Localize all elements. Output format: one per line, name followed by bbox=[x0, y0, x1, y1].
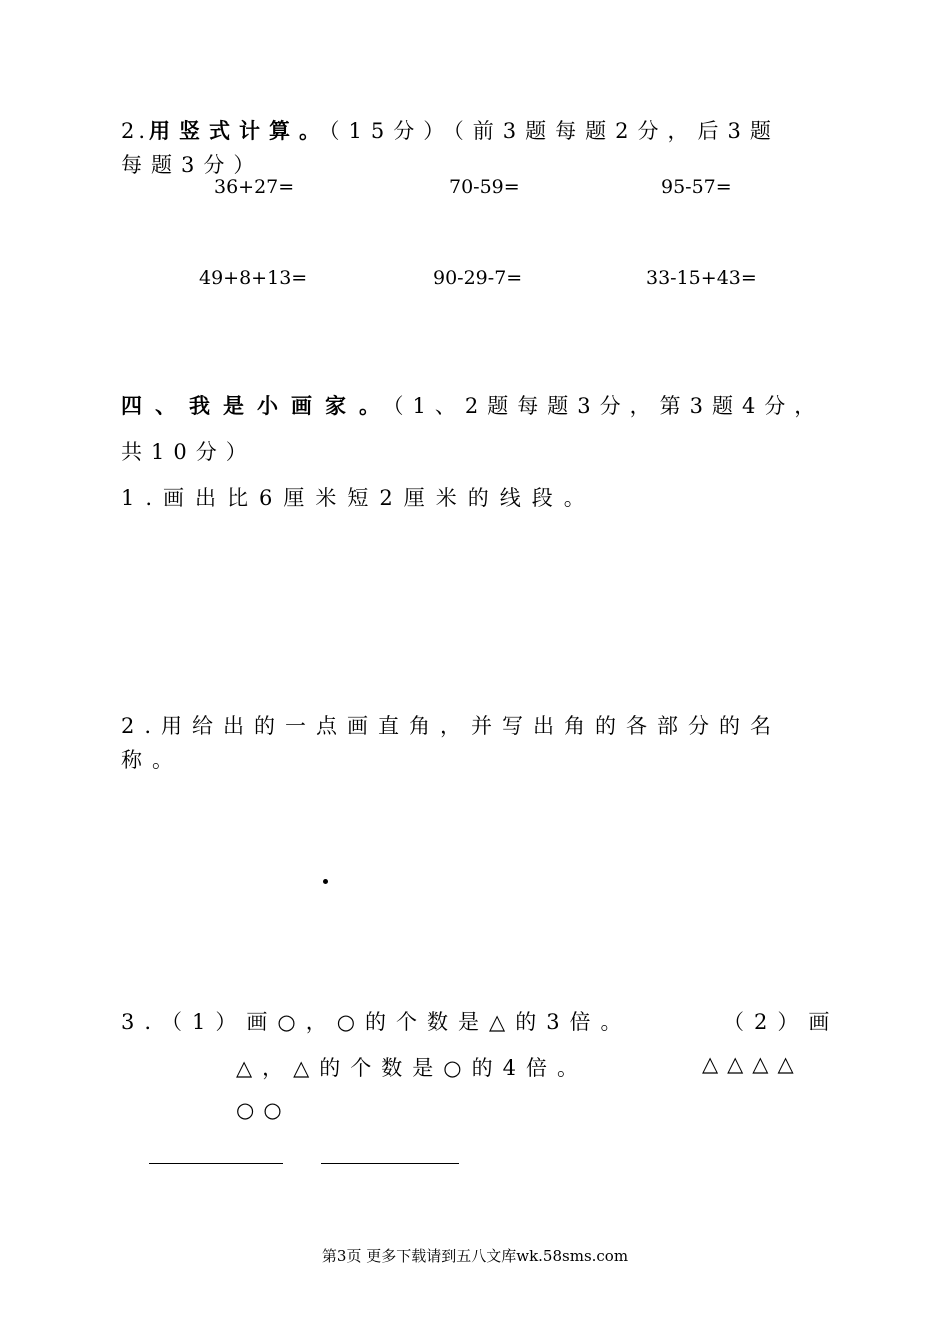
question-2-line2: 称。 bbox=[121, 748, 183, 772]
expression: 90-29-7= bbox=[433, 267, 523, 289]
section2-title: 用竖式计算。 bbox=[149, 118, 330, 143]
expression: 36+27= bbox=[214, 176, 295, 198]
expression: 49+8+13= bbox=[199, 267, 308, 289]
section2-score-cont: 每题3分） bbox=[121, 153, 264, 177]
answer-line bbox=[149, 1163, 283, 1164]
expression: 95-57= bbox=[661, 176, 732, 198]
question-1: 1.画出比6厘米短2厘米的线段。 bbox=[121, 486, 596, 510]
section4-title: 四、我是小画家。 bbox=[121, 393, 393, 418]
question-3-line1a: 3.（1）画○，○的个数是△的3倍。 bbox=[121, 1010, 632, 1034]
section4-score-cont: 共10分） bbox=[121, 440, 256, 464]
section4-score: （1、2题每题3分，第3题4分， bbox=[393, 394, 825, 418]
section2-number: 2. bbox=[121, 119, 150, 143]
section2-heading bbox=[121, 115, 780, 145]
section4-heading bbox=[121, 390, 824, 420]
section2-score: （15分）（前3题每题2分，后3题 bbox=[329, 119, 780, 143]
triangle-row: △△△△ bbox=[702, 1052, 803, 1076]
page-footer: 第3页 更多下载请到五八文库wk.58sms.com bbox=[321, 1247, 629, 1265]
question-3-line1b: （2）画 bbox=[723, 1010, 840, 1034]
expression: 70-59= bbox=[449, 176, 520, 198]
given-point bbox=[323, 879, 328, 884]
question-2-line1: 2.用给出的一点画直角，并写出角的各部分的名 bbox=[121, 714, 782, 738]
question-3-line2a: △，△的个数是○的4倍。 bbox=[236, 1056, 588, 1080]
circle-row: ○○ bbox=[236, 1098, 291, 1122]
answer-line bbox=[321, 1163, 459, 1164]
expression: 33-15+43= bbox=[646, 267, 757, 289]
